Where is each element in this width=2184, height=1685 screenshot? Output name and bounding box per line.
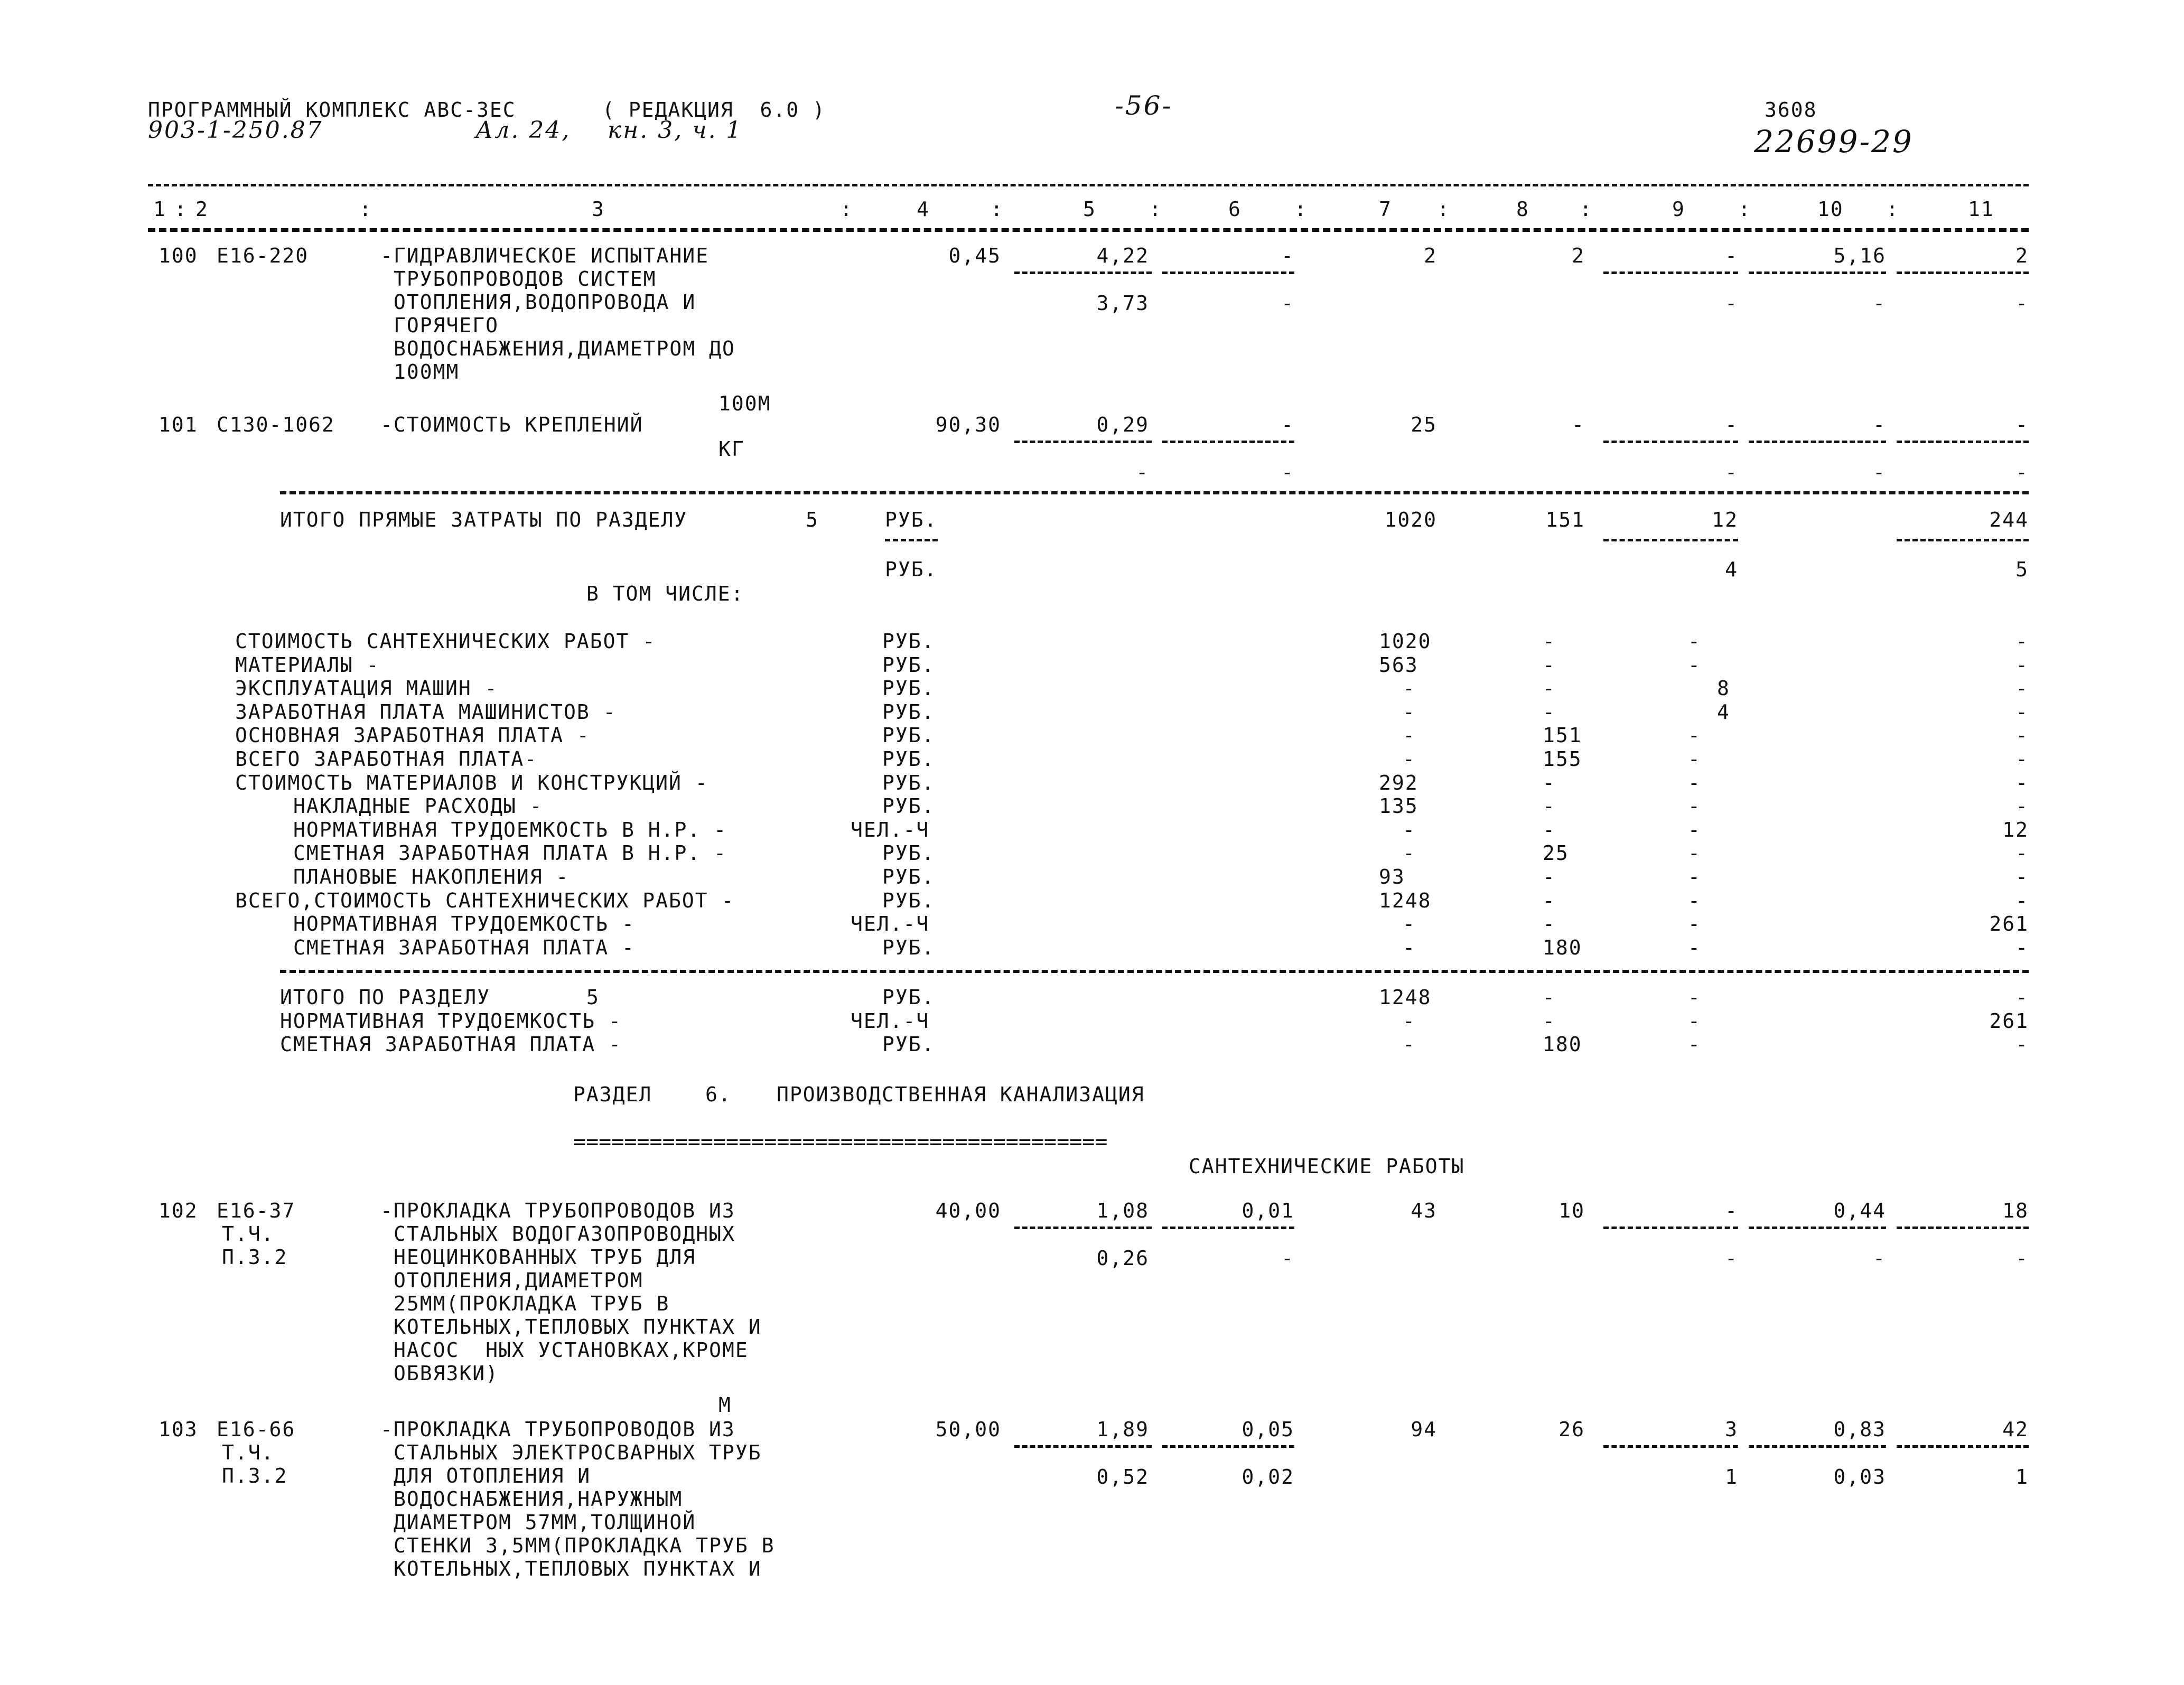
breakdown-c8: - — [1543, 700, 1556, 724]
subtotal-dash — [1749, 272, 1886, 274]
subtotal-dash — [1749, 1227, 1886, 1229]
breakdown-c9: - — [1688, 771, 1701, 794]
breakdown-c9: - — [1688, 794, 1701, 818]
cell-c6: - — [1281, 413, 1294, 436]
section-heading-rule: ========================================== — [573, 1130, 1108, 1154]
item-description: ГОРЯЧЕГО — [394, 314, 499, 337]
cell-c9b: - — [1725, 1247, 1738, 1270]
section-rule — [280, 491, 2029, 494]
subtotal-dash — [1897, 1227, 2029, 1229]
column-separator: : — [1886, 198, 1899, 221]
breakdown-c9: - — [1688, 865, 1701, 888]
section-total-label: СМЕТНАЯ ЗАРАБОТНАЯ ПЛАТА - — [280, 1033, 622, 1056]
item-description: КОТЕЛЬНЫХ,ТЕПЛОВЫХ ПУНКТАХ И — [394, 1557, 762, 1580]
total-direct-unit: РУБ. — [885, 508, 938, 531]
breakdown-c7: - — [1403, 935, 1416, 959]
section-total-c7: - — [1403, 1033, 1416, 1056]
breakdown-c8: - — [1543, 912, 1556, 936]
item-number: 100 — [158, 244, 198, 267]
column-separator: : — [1738, 198, 1751, 221]
breakdown-label: СТОИМОСТЬ МАТЕРИАЛОВ И КОНСТРУКЦИЙ - — [235, 771, 708, 794]
cell-c5b: 3,73 — [1096, 292, 1149, 315]
cell-c5b: - — [1136, 461, 1149, 484]
cell-c4: 0,45 — [948, 244, 1001, 267]
item-description: ВОДОСНАБЖЕНИЯ,НАРУЖНЫМ — [394, 1487, 683, 1511]
cell-c5b: 0,26 — [1096, 1247, 1149, 1270]
cell-c11b: - — [2015, 461, 2029, 484]
cell-c11: 2 — [2015, 244, 2029, 267]
section-total-c7: 1248 — [1379, 986, 1432, 1009]
breakdown-c11: - — [2015, 700, 2029, 724]
program-edition: ( РЕДАКЦИЯ 6.0 ) — [602, 98, 826, 121]
column-number: 9 — [1672, 198, 1685, 221]
item-description: ОБВЯЗКИ) — [394, 1362, 499, 1385]
cell-c6b: - — [1281, 461, 1294, 484]
breakdown-c8: 155 — [1543, 747, 1582, 771]
section-total-c9: - — [1688, 986, 1701, 1009]
total-c11: 244 — [1989, 508, 2029, 531]
breakdown-c8: 151 — [1543, 724, 1582, 747]
breakdown-c9: - — [1688, 818, 1701, 841]
item-description: 100ММ — [394, 360, 460, 383]
section-subtitle: САНТЕХНИЧЕСКИЕ РАБОТЫ — [1189, 1155, 1465, 1178]
breakdown-unit: РУБ. — [882, 700, 935, 724]
column-number: 8 — [1516, 198, 1529, 221]
item-code: С130-1062 — [217, 413, 335, 436]
breakdown-label: НАКЛАДНЫЕ РАСХОДЫ - — [293, 794, 543, 818]
breakdown-label: ЗАРАБОТНАЯ ПЛАТА МАШИНИСТОВ - — [235, 700, 617, 724]
subtotal-dash — [1162, 1227, 1294, 1229]
subtotal-dash — [1014, 441, 1152, 443]
unit-dash — [885, 539, 938, 541]
item-number: 101 — [158, 413, 198, 436]
item-description: -СТОИМОСТЬ КРЕПЛЕНИЙ — [380, 413, 643, 436]
subtotal-dash — [1749, 441, 1886, 443]
breakdown-label: ЭКСПЛУАТАЦИЯ МАШИН - — [235, 677, 498, 700]
section-rule — [280, 970, 2029, 973]
cell-c11: - — [2015, 413, 2029, 436]
column-number: 5 — [1083, 198, 1096, 221]
breakdown-label: ВСЕГО ЗАРАБОТНАЯ ПЛАТА- — [235, 747, 538, 771]
item-code: Е16-37 — [217, 1199, 296, 1222]
item-number: 102 — [158, 1199, 198, 1222]
total-c7: 1020 — [1384, 508, 1437, 531]
breakdown-c7: 292 — [1379, 771, 1418, 794]
including-label: В ТОМ ЧИСЛЕ: — [586, 582, 744, 605]
total-direct-unit: РУБ. — [885, 558, 938, 581]
cell-c7: 43 — [1411, 1199, 1437, 1222]
breakdown-label: НОРМАТИВНАЯ ТРУДОЕМКОСТЬ - — [293, 912, 635, 936]
handwritten-book: кн. 3, ч. 1 — [608, 117, 743, 144]
cell-c9: - — [1725, 1199, 1738, 1222]
breakdown-c11: - — [2015, 630, 2029, 653]
cell-c5: 4,22 — [1096, 244, 1149, 267]
breakdown-unit: РУБ. — [882, 630, 935, 653]
breakdown-unit: ЧЕЛ.-Ч — [851, 912, 930, 936]
column-separator: : — [174, 198, 188, 221]
breakdown-c8: - — [1543, 865, 1556, 888]
item-number: 103 — [158, 1418, 198, 1441]
column-number: 1 — [153, 198, 166, 221]
program-name: ПРОГРАММНЫЙ КОМПЛЕКС АВС-ЗЕС — [148, 98, 516, 121]
breakdown-c9: - — [1688, 888, 1701, 912]
item-description: СТАЛЬНЫХ ВОДОГАЗОПРОВОДНЫХ — [394, 1222, 735, 1246]
item-description: НАСОС НЫХ УСТАНОВКАХ,КРОМЕ — [394, 1338, 749, 1362]
item-description: ДЛЯ ОТОПЛЕНИЯ И — [394, 1464, 591, 1487]
breakdown-c7: 93 — [1379, 865, 1405, 888]
breakdown-label: НОРМАТИВНАЯ ТРУДОЕМКОСТЬ В Н.Р. - — [293, 818, 727, 841]
page-number: -56- — [1115, 90, 1173, 121]
subtotal-dash — [1897, 539, 2029, 541]
subtotal-dash — [1014, 272, 1152, 274]
breakdown-c7: - — [1403, 912, 1416, 936]
breakdown-c9: - — [1688, 747, 1701, 771]
breakdown-c8: - — [1543, 771, 1556, 794]
breakdown-c9: 4 — [1717, 700, 1730, 724]
item-code: П.3.2 — [222, 1464, 288, 1487]
breakdown-c11: - — [2015, 724, 2029, 747]
breakdown-c11: - — [2015, 888, 2029, 912]
subtotal-dash — [1162, 1445, 1294, 1448]
breakdown-unit: РУБ. — [882, 888, 935, 912]
breakdown-c7: 563 — [1379, 653, 1418, 677]
section-total-unit: РУБ. — [882, 1033, 935, 1056]
breakdown-c11: - — [2015, 771, 2029, 794]
breakdown-c7: - — [1403, 724, 1416, 747]
breakdown-unit: РУБ. — [882, 865, 935, 888]
cell-c7: 2 — [1424, 244, 1437, 267]
item-unit: М — [718, 1393, 732, 1417]
breakdown-c9: - — [1688, 630, 1701, 653]
subtotal-dash — [1897, 441, 2029, 443]
breakdown-c9: - — [1688, 841, 1701, 865]
item-description: ОТОПЛЕНИЯ,ДИАМЕТРОМ — [394, 1269, 643, 1292]
section-total-label: ИТОГО ПО РАЗДЕЛУ — [280, 986, 491, 1009]
cell-c6: - — [1281, 244, 1294, 267]
subtotal-dash — [1749, 1445, 1886, 1448]
item-description: -ГИДРАВЛИЧЕСКОЕ ИСПЫТАНИЕ — [380, 244, 709, 267]
cell-c10: 5,16 — [1833, 244, 1886, 267]
subtotal-dash — [1603, 1445, 1738, 1448]
cell-c11: 18 — [2002, 1199, 2029, 1222]
cell-c8: 26 — [1558, 1418, 1585, 1441]
total-c9b: 4 — [1725, 558, 1738, 581]
total-c11b: 5 — [2015, 558, 2029, 581]
item-description: СТЕНКИ 3,5ММ(ПРОКЛАДКА ТРУБ В — [394, 1534, 775, 1557]
breakdown-c7: 135 — [1379, 794, 1418, 818]
table-top-rule — [148, 184, 2029, 186]
breakdown-c11: - — [2015, 935, 2029, 959]
cell-c6: 0,05 — [1242, 1418, 1294, 1441]
section-total-c8: - — [1543, 986, 1556, 1009]
item-description: ДИАМЕТРОМ 57ММ,ТОЛЩИНОЙ — [394, 1511, 696, 1534]
item-description: КОТЕЛЬНЫХ,ТЕПЛОВЫХ ПУНКТАХ И — [394, 1315, 762, 1338]
total-c8: 151 — [1545, 508, 1585, 531]
cell-c8: 10 — [1558, 1199, 1585, 1222]
breakdown-c8: - — [1543, 794, 1556, 818]
breakdown-c7: 1248 — [1379, 888, 1432, 912]
breakdown-label: ПЛАНОВЫЕ НАКОПЛЕНИЯ - — [293, 865, 570, 888]
column-separator: : — [1580, 198, 1593, 221]
breakdown-c9: - — [1688, 935, 1701, 959]
item-unit: КГ — [718, 437, 745, 461]
breakdown-label: СТОИМОСТЬ САНТЕХНИЧЕСКИХ РАБОТ - — [235, 630, 656, 653]
breakdown-c11: - — [2015, 841, 2029, 865]
breakdown-c8: - — [1543, 653, 1556, 677]
column-number: 3 — [592, 198, 605, 221]
cell-c8: 2 — [1572, 244, 1585, 267]
column-number: 7 — [1379, 198, 1392, 221]
column-number: 11 — [1968, 198, 1994, 221]
breakdown-c9: - — [1688, 912, 1701, 936]
subtotal-dash — [1014, 1227, 1152, 1229]
section-total-c11: - — [2015, 1033, 2029, 1056]
subtotal-dash — [1603, 539, 1738, 541]
breakdown-unit: РУБ. — [882, 747, 935, 771]
cell-c5: 0,29 — [1096, 413, 1149, 436]
breakdown-label: МАТЕРИАЛЫ - — [235, 653, 380, 677]
column-separator: : — [359, 198, 372, 221]
breakdown-c7: 1020 — [1379, 630, 1432, 653]
item-description: ВОДОСНАБЖЕНИЯ,ДИАМЕТРОМ ДО — [394, 337, 735, 360]
breakdown-c9: - — [1688, 653, 1701, 677]
item-description: -ПРОКЛАДКА ТРУБОПРОВОДОВ ИЗ — [380, 1199, 735, 1222]
item-unit: 100М — [718, 392, 771, 415]
subtotal-dash — [1603, 441, 1738, 443]
cell-c9: - — [1725, 244, 1738, 267]
cell-c6b: - — [1281, 292, 1294, 315]
column-separator: : — [1437, 198, 1450, 221]
cell-c11b: 1 — [2015, 1465, 2029, 1489]
column-separator: : — [991, 198, 1004, 221]
breakdown-c9: 8 — [1717, 677, 1730, 700]
breakdown-c7: - — [1403, 700, 1416, 724]
cell-c10: 0,83 — [1833, 1418, 1886, 1441]
cell-c9: - — [1725, 413, 1738, 436]
cell-c6b: 0,02 — [1242, 1465, 1294, 1489]
subtotal-dash — [1014, 1445, 1152, 1448]
cell-c10: - — [1873, 413, 1886, 436]
total-direct-label: ИТОГО ПРЯМЫЕ ЗАТРАТЫ ПО РАЗДЕЛУ — [280, 508, 688, 531]
breakdown-c11: - — [2015, 747, 2029, 771]
breakdown-c11: 12 — [2002, 818, 2029, 841]
section-total-c11: 261 — [1989, 1009, 2029, 1033]
breakdown-unit: РУБ. — [882, 677, 935, 700]
handwritten-album: Ал. 24, — [475, 117, 571, 144]
handwritten-inventory-number: 22699-29 — [1754, 124, 1914, 160]
item-code: Е16-66 — [217, 1418, 296, 1441]
cell-c8: - — [1572, 413, 1585, 436]
breakdown-c8: - — [1543, 630, 1556, 653]
column-separator: : — [1149, 198, 1162, 221]
breakdown-c11: 261 — [1989, 912, 2029, 936]
item-description: ТРУБОПРОВОДОВ СИСТЕМ — [394, 267, 657, 291]
cell-c7: 94 — [1411, 1418, 1437, 1441]
breakdown-unit: РУБ. — [882, 794, 935, 818]
breakdown-label: СМЕТНАЯ ЗАРАБОТНАЯ ПЛАТА - — [293, 935, 635, 959]
breakdown-c9: - — [1688, 724, 1701, 747]
item-description: -ПРОКЛАДКА ТРУБОПРОВОДОВ ИЗ — [380, 1418, 735, 1441]
cell-c11: 42 — [2002, 1418, 2029, 1441]
cell-c4: 40,00 — [935, 1199, 1001, 1222]
breakdown-c11: - — [2015, 677, 2029, 700]
cell-c7: 25 — [1411, 413, 1437, 436]
breakdown-unit: РУБ. — [882, 935, 935, 959]
breakdown-c8: - — [1543, 888, 1556, 912]
cell-c9b: - — [1725, 461, 1738, 484]
section-total-unit: РУБ. — [882, 986, 935, 1009]
cell-c9b: 1 — [1725, 1465, 1738, 1489]
section-total-number: 5 — [586, 986, 600, 1009]
breakdown-c11: - — [2015, 794, 2029, 818]
cell-c4: 90,30 — [935, 413, 1001, 436]
breakdown-c7: - — [1403, 818, 1416, 841]
document-code: 3608 — [1765, 98, 1817, 121]
cell-c5b: 0,52 — [1096, 1465, 1149, 1489]
column-number: 4 — [917, 198, 930, 221]
column-header-rule — [148, 228, 2029, 232]
subtotal-dash — [1897, 1445, 2029, 1448]
cell-c6b: - — [1281, 1247, 1294, 1270]
item-description: ОТОПЛЕНИЯ,ВОДОПРОВОДА И — [394, 291, 696, 314]
column-separator: : — [1294, 198, 1308, 221]
section-total-c9: - — [1688, 1009, 1701, 1033]
subtotal-dash — [1162, 441, 1294, 443]
item-description: НЕОЦИНКОВАННЫХ ТРУБ ДЛЯ — [394, 1246, 696, 1269]
breakdown-c11: - — [2015, 865, 2029, 888]
total-direct-section: 5 — [806, 508, 819, 531]
item-description: 25ММ(ПРОКЛАДКА ТРУБ В — [394, 1292, 670, 1315]
subtotal-dash — [1162, 272, 1294, 274]
handwritten-project-ref: 903-1-250.87 — [148, 117, 323, 144]
breakdown-c7: - — [1403, 677, 1416, 700]
breakdown-c8: - — [1543, 677, 1556, 700]
column-number: 2 — [195, 198, 209, 221]
breakdown-label: ВСЕГО,СТОИМОСТЬ САНТЕХНИЧЕСКИХ РАБОТ - — [235, 888, 735, 912]
cell-c10: 0,44 — [1833, 1199, 1886, 1222]
breakdown-unit: РУБ. — [882, 841, 935, 865]
section-total-c8: 180 — [1543, 1033, 1582, 1056]
breakdown-label: ОСНОВНАЯ ЗАРАБОТНАЯ ПЛАТА - — [235, 724, 590, 747]
cell-c6: 0,01 — [1242, 1199, 1294, 1222]
column-number: 6 — [1228, 198, 1242, 221]
section-total-label: НОРМАТИВНАЯ ТРУДОЕМКОСТЬ - — [280, 1009, 622, 1033]
cell-c10b: - — [1873, 292, 1886, 315]
breakdown-unit: РУБ. — [882, 724, 935, 747]
section-total-c8: - — [1543, 1009, 1556, 1033]
subtotal-dash — [1603, 1227, 1738, 1229]
cell-c9b: - — [1725, 292, 1738, 315]
column-separator: : — [840, 198, 853, 221]
cell-c5: 1,89 — [1096, 1418, 1149, 1441]
cell-c11b: - — [2015, 292, 2029, 315]
subtotal-dash — [1603, 272, 1738, 274]
breakdown-c8: 25 — [1543, 841, 1569, 865]
cell-c10b: - — [1873, 461, 1886, 484]
section-total-c9: - — [1688, 1033, 1701, 1056]
breakdown-label: СМЕТНАЯ ЗАРАБОТНАЯ ПЛАТА В Н.Р. - — [293, 841, 727, 865]
cell-c11b: - — [2015, 1247, 2029, 1270]
cell-c10b: 0,03 — [1833, 1465, 1886, 1489]
item-code: П.3.2 — [222, 1246, 288, 1269]
section-heading-number: 6. — [705, 1083, 732, 1106]
section-total-c7: - — [1403, 1009, 1416, 1033]
breakdown-unit: ЧЕЛ.-Ч — [851, 818, 930, 841]
subtotal-dash — [1897, 272, 2029, 274]
item-description: СТАЛЬНЫХ ЭЛЕКТРОСВАРНЫХ ТРУБ — [394, 1441, 762, 1464]
breakdown-c11: - — [2015, 653, 2029, 677]
breakdown-unit: РУБ. — [882, 771, 935, 794]
item-code: Т.Ч. — [222, 1441, 275, 1464]
breakdown-c8: - — [1543, 818, 1556, 841]
cell-c9: 3 — [1725, 1418, 1738, 1441]
column-number: 10 — [1817, 198, 1844, 221]
breakdown-unit: РУБ. — [882, 653, 935, 677]
section-total-c11: - — [2015, 986, 2029, 1009]
item-code: Е16-220 — [217, 244, 309, 267]
cell-c5: 1,08 — [1096, 1199, 1149, 1222]
section-total-unit: ЧЕЛ.-Ч — [851, 1009, 930, 1033]
total-c9: 12 — [1712, 508, 1738, 531]
section-heading-name: ПРОИЗВОДСТВЕННАЯ КАНАЛИЗАЦИЯ — [777, 1083, 1145, 1106]
breakdown-c7: - — [1403, 841, 1416, 865]
cell-c4: 50,00 — [935, 1418, 1001, 1441]
section-heading-word: РАЗДЕЛ — [573, 1083, 652, 1106]
breakdown-c8: 180 — [1543, 935, 1582, 959]
cell-c10b: - — [1873, 1247, 1886, 1270]
breakdown-c7: - — [1403, 747, 1416, 771]
item-code: Т.Ч. — [222, 1222, 275, 1246]
